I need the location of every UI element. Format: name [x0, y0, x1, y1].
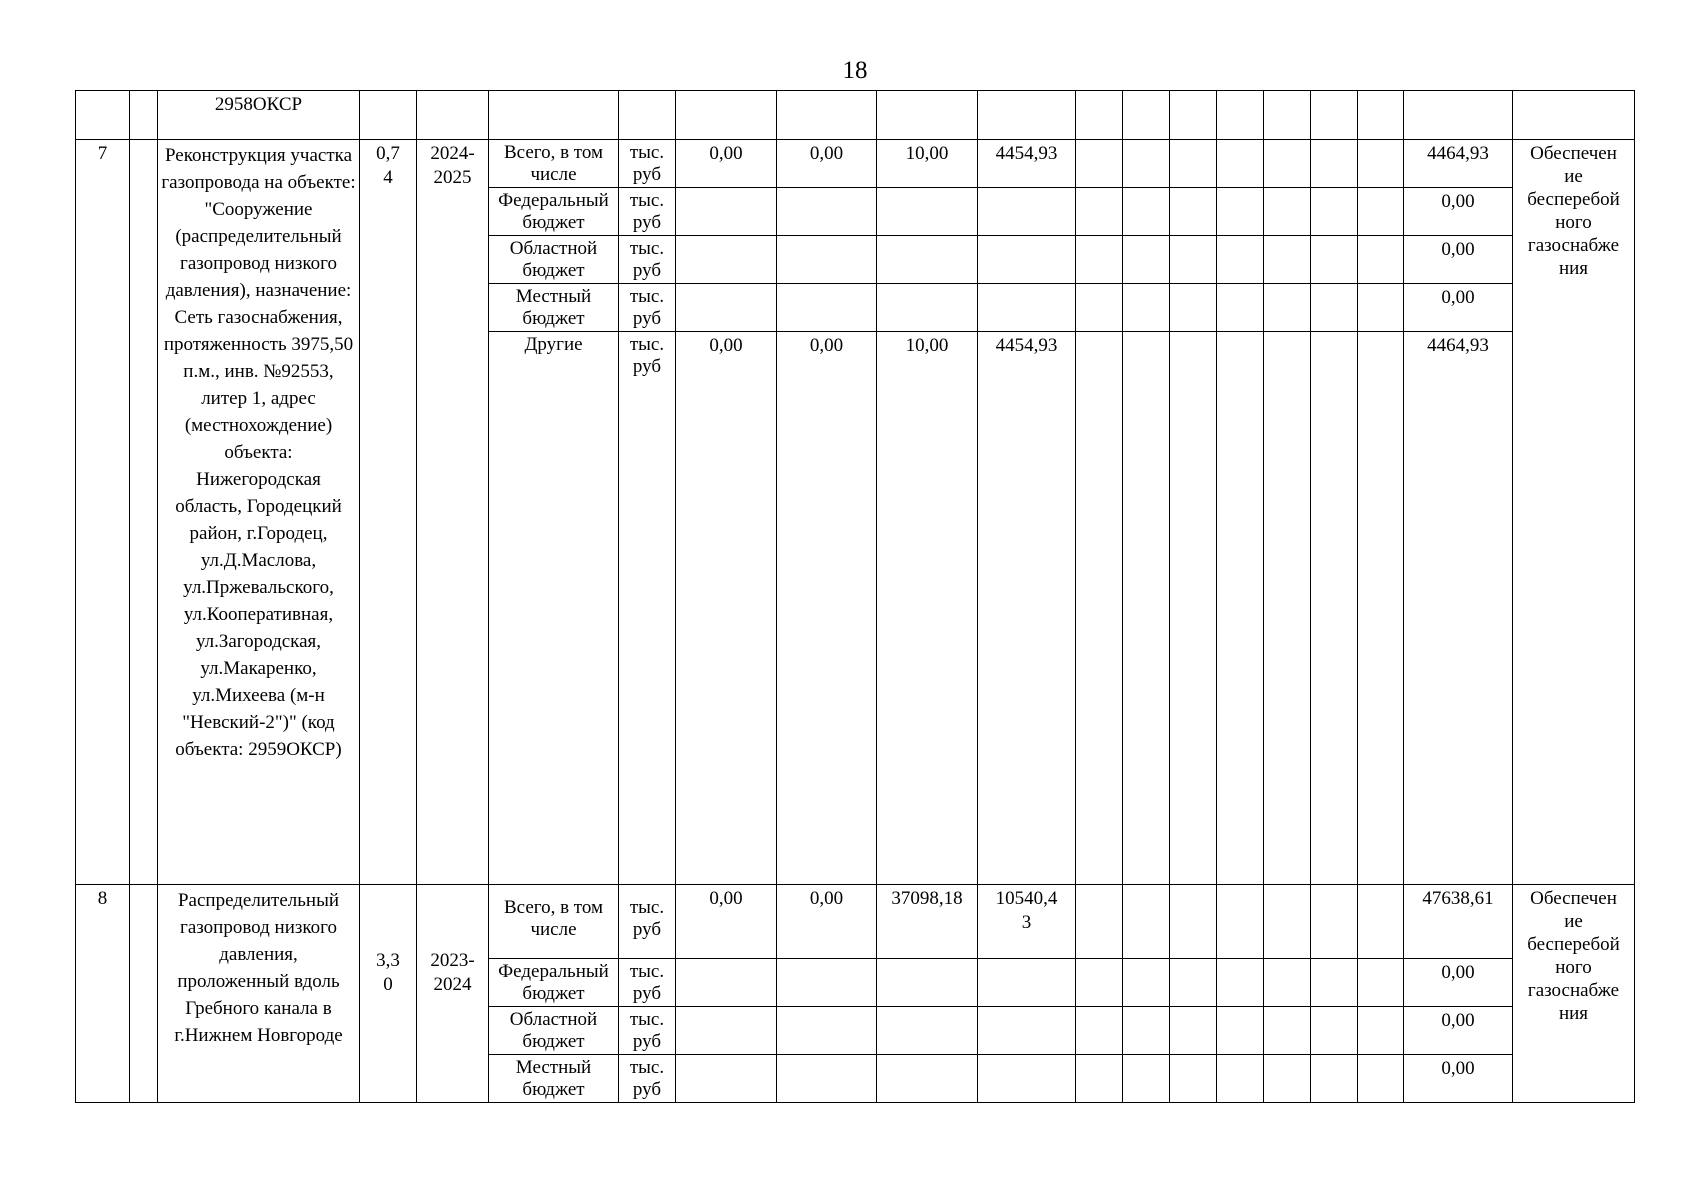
value-cell: [1123, 188, 1170, 236]
value-cell: [1311, 140, 1358, 188]
value-cell: [1217, 885, 1264, 959]
value-cell: [676, 236, 777, 284]
table-row: [76, 885, 1635, 959]
value-cell: [978, 1007, 1076, 1055]
value-cell: 0,00: [676, 140, 777, 188]
value-cell: [877, 959, 978, 1007]
project-goal: Обеспечен ие бесперебой ного газоснабже ния: [1513, 140, 1635, 885]
value-cell: [978, 1055, 1076, 1103]
value-cell: [1123, 91, 1170, 140]
value-cell: [1217, 140, 1264, 188]
value-cell: [1358, 91, 1404, 140]
value-cell: [1217, 188, 1264, 236]
value-cell: [1264, 885, 1311, 959]
total-cell: 0,00: [1404, 1007, 1513, 1055]
value-cell: [1076, 140, 1123, 188]
value-cell: [1311, 332, 1358, 885]
project-period: 2023- 2024: [417, 885, 489, 1103]
value-cell: [1311, 91, 1358, 140]
funding-source: Другие: [489, 332, 619, 885]
value-cell: [1358, 959, 1404, 1007]
value-cell: [1076, 1055, 1123, 1103]
value-cell: [676, 1007, 777, 1055]
value-cell: [1358, 284, 1404, 332]
period-cell: [417, 91, 489, 140]
unit: тыс. руб: [619, 1055, 676, 1103]
value-cell: [1123, 885, 1170, 959]
value-cell: [1170, 188, 1217, 236]
value-cell: [1123, 959, 1170, 1007]
value-cell: [877, 1007, 978, 1055]
value-cell: [877, 188, 978, 236]
value-cell: [1217, 91, 1264, 140]
investment-program-table: [75, 90, 1635, 1103]
value-cell: [1358, 140, 1404, 188]
empty-cell: [130, 91, 158, 140]
value-cell: [777, 236, 877, 284]
empty-cell: [130, 885, 158, 1103]
funding-source: Местный бюджет: [489, 284, 619, 332]
value-cell: [877, 1055, 978, 1103]
value-cell: 0,00: [777, 140, 877, 188]
value-cell: [676, 1055, 777, 1103]
value-cell: [1358, 188, 1404, 236]
value-cell: [1311, 188, 1358, 236]
value-cell: [1170, 91, 1217, 140]
total-cell: 4464,93: [1404, 332, 1513, 885]
value-cell: [1123, 236, 1170, 284]
project-name: Распределительный газопровод низкого давления, проложенный вдоль Гребного канала в г.Нижнем Новгороде: [158, 885, 360, 1103]
value-cell: [1311, 284, 1358, 332]
project-capacity: 0,7 4: [360, 140, 417, 885]
goal-cell: [1513, 91, 1635, 140]
value-cell: [777, 188, 877, 236]
funding-source: Федеральный бюджет: [489, 959, 619, 1007]
value-cell: [1264, 1007, 1311, 1055]
value-cell: [1076, 332, 1123, 885]
value-cell: [877, 284, 978, 332]
unit: тыс. руб: [619, 236, 676, 284]
value-cell: [1264, 188, 1311, 236]
value-cell: [1217, 332, 1264, 885]
funding-source: Всего, в том числе: [489, 140, 619, 188]
value-cell: [1264, 140, 1311, 188]
value-cell: [1358, 332, 1404, 885]
value-cell: 10540,4 3: [978, 885, 1076, 959]
value-cell: [1076, 1007, 1123, 1055]
value-cell: [676, 91, 777, 140]
value-cell: [1217, 284, 1264, 332]
row-number-cell: [76, 91, 130, 140]
total-cell: 0,00: [1404, 284, 1513, 332]
value-cell: [676, 959, 777, 1007]
total-cell: 0,00: [1404, 1055, 1513, 1103]
value-cell: [1358, 885, 1404, 959]
value-cell: [1264, 959, 1311, 1007]
project-name: Реконструкция участка газопровода на объекте: "Сооружение (распределительный газопровод низкого давления), назначение: Сеть газоснабжения, протяженность 3975,50 п.м., инв. №92553, литер 1, адрес (местнохождение) объекта: Нижегородская область, Городецкий район, г.Городец, ул.Д.Маслова, ул.Пржевальского, ул.Кооперативная, ул.Загородская, ул.Макаренко, ул.Михеева (м-н "Невский-2")" (код объекта: 2959ОКСР): [158, 140, 360, 885]
value-cell: [1076, 284, 1123, 332]
value-cell: [1170, 140, 1217, 188]
value-cell: [1311, 885, 1358, 959]
value-cell: 10,00: [877, 332, 978, 885]
empty-cell: [130, 140, 158, 885]
value-cell: [777, 959, 877, 1007]
object-name-cell: 2958ОКСР: [158, 91, 360, 140]
value-cell: [1170, 236, 1217, 284]
total-cell: 47638,61: [1404, 885, 1513, 959]
value-cell: 37098,18: [877, 885, 978, 959]
value-cell: [1076, 959, 1123, 1007]
value-cell: [777, 1007, 877, 1055]
value-cell: [1170, 959, 1217, 1007]
value-cell: 4454,93: [978, 332, 1076, 885]
value-cell: [1123, 140, 1170, 188]
funding-source: Областной бюджет: [489, 236, 619, 284]
total-cell: 4464,93: [1404, 140, 1513, 188]
value-cell: [978, 188, 1076, 236]
value-cell: [1123, 332, 1170, 885]
carryover-row: [76, 91, 1635, 140]
page-number: 18: [842, 57, 868, 84]
value-cell: [1264, 91, 1311, 140]
funding-source: Федеральный бюджет: [489, 188, 619, 236]
value-cell: [978, 91, 1076, 140]
total-cell: 0,00: [1404, 188, 1513, 236]
value-cell: 4454,93: [978, 140, 1076, 188]
value-cell: [1358, 236, 1404, 284]
funding-source: Областной бюджет: [489, 1007, 619, 1055]
unit-cell: [619, 91, 676, 140]
project-capacity: 3,3 0: [360, 885, 417, 1103]
value-cell: [1264, 332, 1311, 885]
value-cell: [1170, 332, 1217, 885]
value-cell: [676, 284, 777, 332]
value-cell: [1170, 1055, 1217, 1103]
value-cell: [1217, 236, 1264, 284]
value-cell: [1076, 236, 1123, 284]
value-cell: [1264, 1055, 1311, 1103]
value-cell: [1264, 284, 1311, 332]
value-cell: [1311, 1055, 1358, 1103]
table-row: [76, 140, 1635, 188]
funding-source: Местный бюджет: [489, 1055, 619, 1103]
value-cell: [877, 91, 978, 140]
value-cell: [978, 284, 1076, 332]
unit: тыс. руб: [619, 1007, 676, 1055]
value-cell: [1076, 885, 1123, 959]
value-cell: [877, 236, 978, 284]
value-cell: [1311, 959, 1358, 1007]
value-cell: [978, 236, 1076, 284]
funding-source: Всего, в том числе: [489, 885, 619, 959]
project-number: 7: [76, 140, 130, 885]
value-cell: [1311, 1007, 1358, 1055]
value-cell: [1217, 1055, 1264, 1103]
value-cell: [777, 91, 877, 140]
value-cell: [1311, 236, 1358, 284]
value-cell: [1076, 91, 1123, 140]
value-cell: [1217, 1007, 1264, 1055]
value-cell: [978, 959, 1076, 1007]
value-cell: [1264, 236, 1311, 284]
unit: тыс. руб: [619, 885, 676, 959]
value-cell: [777, 284, 877, 332]
capacity-cell: [360, 91, 417, 140]
value-cell: [1123, 1007, 1170, 1055]
total-cell: [1404, 91, 1513, 140]
value-cell: [1170, 284, 1217, 332]
value-cell: [777, 1055, 877, 1103]
value-cell: [1170, 885, 1217, 959]
unit: тыс. руб: [619, 284, 676, 332]
value-cell: [1217, 959, 1264, 1007]
value-cell: [1170, 1007, 1217, 1055]
value-cell: [1076, 188, 1123, 236]
unit: тыс. руб: [619, 959, 676, 1007]
value-cell: [1123, 1055, 1170, 1103]
value-cell: [1123, 284, 1170, 332]
funding-source-cell: [489, 91, 619, 140]
value-cell: [1358, 1007, 1404, 1055]
total-cell: 0,00: [1404, 959, 1513, 1007]
value-cell: [676, 188, 777, 236]
total-cell: 0,00: [1404, 236, 1513, 284]
project-goal: Обеспечен ие бесперебой ного газоснабже ния: [1513, 885, 1635, 1103]
value-cell: 10,00: [877, 140, 978, 188]
value-cell: 0,00: [777, 885, 877, 959]
project-number: 8: [76, 885, 130, 1103]
value-cell: 0,00: [676, 885, 777, 959]
value-cell: [1358, 1055, 1404, 1103]
unit: тыс. руб: [619, 332, 676, 885]
value-cell: 0,00: [777, 332, 877, 885]
unit: тыс. руб: [619, 140, 676, 188]
project-period: 2024- 2025: [417, 140, 489, 885]
value-cell: 0,00: [676, 332, 777, 885]
unit: тыс. руб: [619, 188, 676, 236]
